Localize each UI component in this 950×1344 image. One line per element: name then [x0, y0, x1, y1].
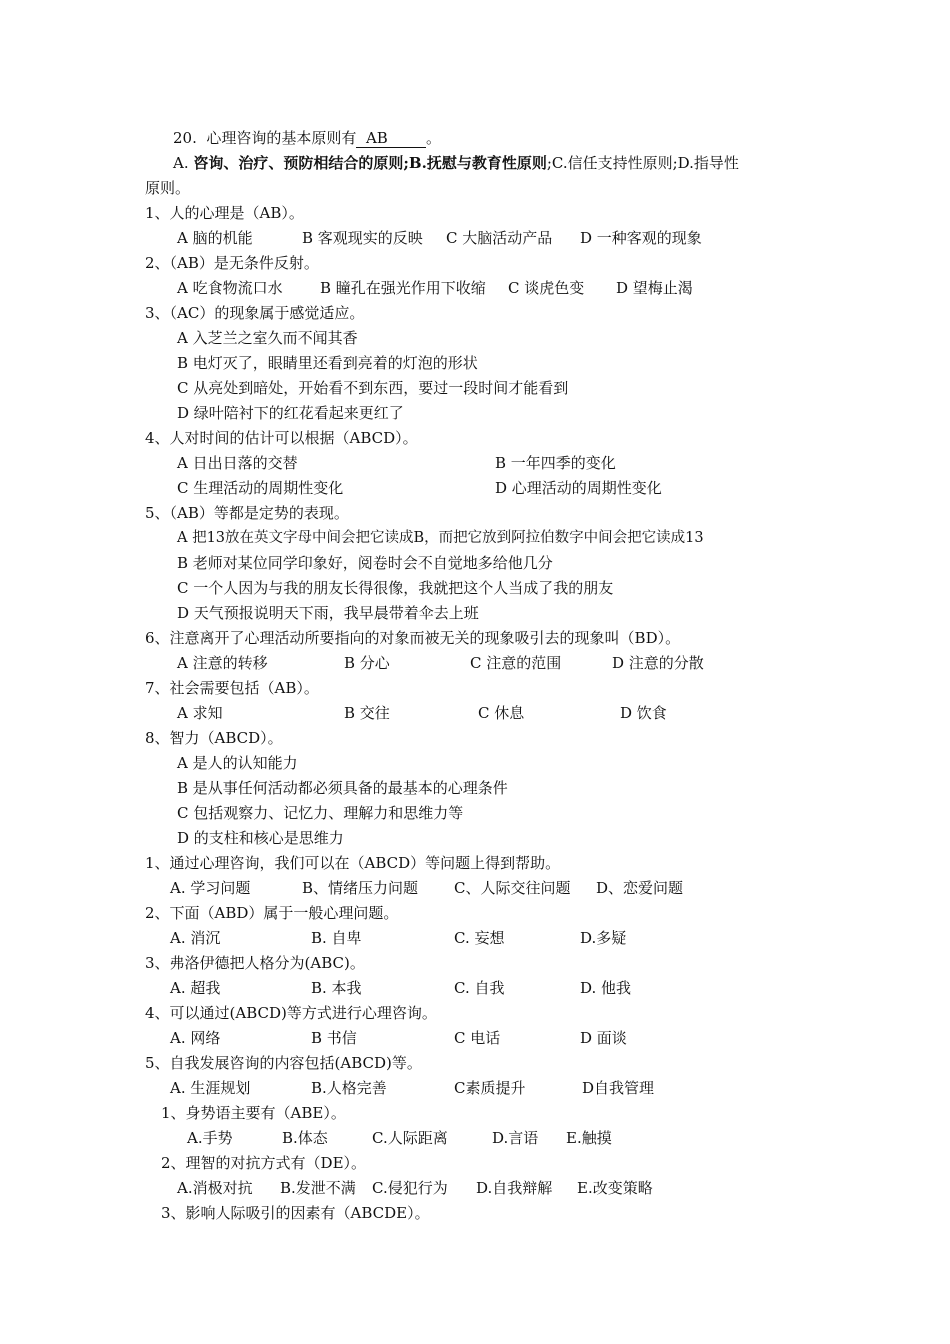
option-d: D 面谈: [580, 1029, 627, 1047]
option-label: A.: [173, 154, 194, 172]
option-d: D 一种客观的现象: [580, 229, 702, 247]
option-bold-text: 咨询、治疗、预防相结合的原则;B.抚慰与教育性原则: [193, 154, 547, 172]
option-b: B 交往: [344, 704, 390, 722]
answer-blank: AB: [356, 129, 426, 147]
question-6: 6、注意离开了心理活动所要指向的对象而被无关的现象吸引去的现象叫（BD）。: [145, 629, 681, 647]
option-e: E.改变策略: [577, 1179, 653, 1197]
option-c: C 电话: [454, 1029, 501, 1047]
option-c: C 注意的范围: [470, 654, 562, 672]
option-d: D 望梅止渴: [616, 279, 693, 297]
question-1: 1、身势语主要有（ABE）。: [161, 1104, 346, 1122]
question-4: 4、人对时间的估计可以根据（ABCD）。: [145, 429, 418, 447]
option-c: C.人际距离: [372, 1129, 448, 1147]
option-c: C 从亮处到暗处，开始看不到东西，要过一段时间才能看到: [177, 379, 569, 397]
option-b: B.发泄不满: [280, 1179, 356, 1197]
option-c: C. 自我: [454, 979, 505, 997]
option-a: A.消极对抗: [177, 1179, 253, 1197]
option-d: D 注意的分散: [612, 654, 704, 672]
question-3: 3、（AC）的现象属于感觉适应。: [145, 304, 365, 322]
option-d: D、恋爱问题: [596, 879, 684, 897]
option-b: B 书信: [311, 1029, 357, 1047]
option-c: C 休息: [478, 704, 525, 722]
option-b: B.人格完善: [311, 1079, 387, 1097]
question-20-options: [173, 153, 739, 173]
option-d: D.自我辩解: [476, 1179, 553, 1197]
option-c: C、人际交往问题: [454, 879, 571, 897]
option-d: D 的支柱和核心是思维力: [177, 829, 344, 847]
option-d: D 天气预报说明天下雨，我早晨带着伞去上班: [177, 604, 479, 622]
question-20: [173, 128, 441, 148]
option-a: A. 生涯规划: [170, 1079, 251, 1097]
option-c: C 一个人因为与我的朋友长得很像，我就把这个人当成了我的朋友: [177, 579, 614, 597]
option-a: A.手势: [187, 1129, 233, 1147]
option-b: B、情绪压力问题: [302, 879, 419, 897]
option-b: B 电灯灭了，眼睛里还看到亮着的灯泡的形状: [177, 354, 478, 372]
question-5: 5、（AB）等都是定势的表现。: [145, 504, 349, 522]
option-b: B 是从事任何活动都必须具备的最基本的心理条件: [177, 779, 508, 797]
option-a: A. 消沉: [170, 929, 221, 947]
question-1: 1、人的心理是（AB）。: [145, 204, 304, 222]
option-c: C 生理活动的周期性变化: [177, 479, 344, 497]
option-c: C 包括观察力、记忆力、理解力和思维力等: [177, 804, 464, 822]
question-5: 5、自我发展咨询的内容包括(ABCD)等。: [145, 1054, 422, 1072]
question-2: 2、下面（ABD）属于一般心理问题。: [145, 904, 399, 922]
option-a: A. 超我: [170, 979, 221, 997]
question-text: 20. 心理咨询的基本原则有: [173, 129, 357, 147]
option-text: ;C.信任支持性原则;D.指导性: [546, 154, 739, 172]
option-d: D. 他我: [580, 979, 632, 997]
option-c: C 大脑活动产品: [446, 229, 553, 247]
option-a: A 把13放在英文字母中间会把它读成B，而把它放到阿拉伯数字中间会把它读成13: [177, 530, 704, 546]
option-b: B. 本我: [311, 979, 362, 997]
option-a: A 求知: [177, 704, 223, 722]
question-8: 8、智力（ABCD）。: [145, 729, 283, 747]
option-c: C.侵犯行为: [372, 1179, 448, 1197]
option-b: B 瞳孔在强光作用下收缩: [320, 279, 486, 297]
option-c: C 谈虎色变: [508, 279, 585, 297]
option-a: A 吃食物流口水: [177, 279, 283, 297]
option-b: B 老师对某位同学印象好，阅卷时会不自觉地多给他几分: [177, 554, 553, 572]
option-b: B 一年四季的变化: [495, 454, 616, 472]
option-a: A 入芝兰之室久而不闻其香: [177, 329, 358, 347]
question-1: 1、通过心理咨询，我们可以在（ABCD）等问题上得到帮助。: [145, 854, 561, 872]
question-4: 4、可以通过(ABCD)等方式进行心理咨询。: [145, 1004, 437, 1022]
option-b: B 客观现实的反映: [302, 229, 423, 247]
option-b: B. 自卑: [311, 929, 362, 947]
option-d: D自我管理: [582, 1079, 655, 1097]
question-7: 7、社会需要包括（AB）。: [145, 679, 319, 697]
option-a: A. 网络: [170, 1029, 221, 1047]
option-e: E.触摸: [566, 1129, 612, 1147]
option-c: C. 妄想: [454, 929, 505, 947]
option-a: A 是人的认知能力: [177, 754, 298, 772]
question-3: 3、弗洛伊德把人格分为(ABC)。: [145, 954, 365, 972]
question-suffix: 。: [425, 129, 441, 147]
option-a: A 日出日落的交替: [177, 454, 298, 472]
question-20-options-cont: 原则。: [145, 179, 191, 197]
option-d: D 饮食: [620, 704, 667, 722]
option-c: C素质提升: [454, 1079, 526, 1097]
option-b: B 分心: [344, 654, 390, 672]
option-a: A 注意的转移: [177, 654, 268, 672]
option-b: B.体态: [282, 1129, 328, 1147]
question-2: 2、（AB）是无条件反射。: [145, 254, 319, 272]
option-d: D.多疑: [580, 929, 627, 947]
option-d: D 心理活动的周期性变化: [495, 479, 662, 497]
question-3: 3、影响人际吸引的因素有（ABCDE）。: [161, 1204, 430, 1222]
option-d: D 绿叶陪衬下的红花看起来更红了: [177, 404, 404, 422]
option-d: D.言语: [492, 1129, 539, 1147]
option-a: A. 学习问题: [170, 879, 251, 897]
option-a: A 脑的机能: [177, 229, 253, 247]
question-2: 2、理智的对抗方式有（DE）。: [161, 1154, 367, 1172]
